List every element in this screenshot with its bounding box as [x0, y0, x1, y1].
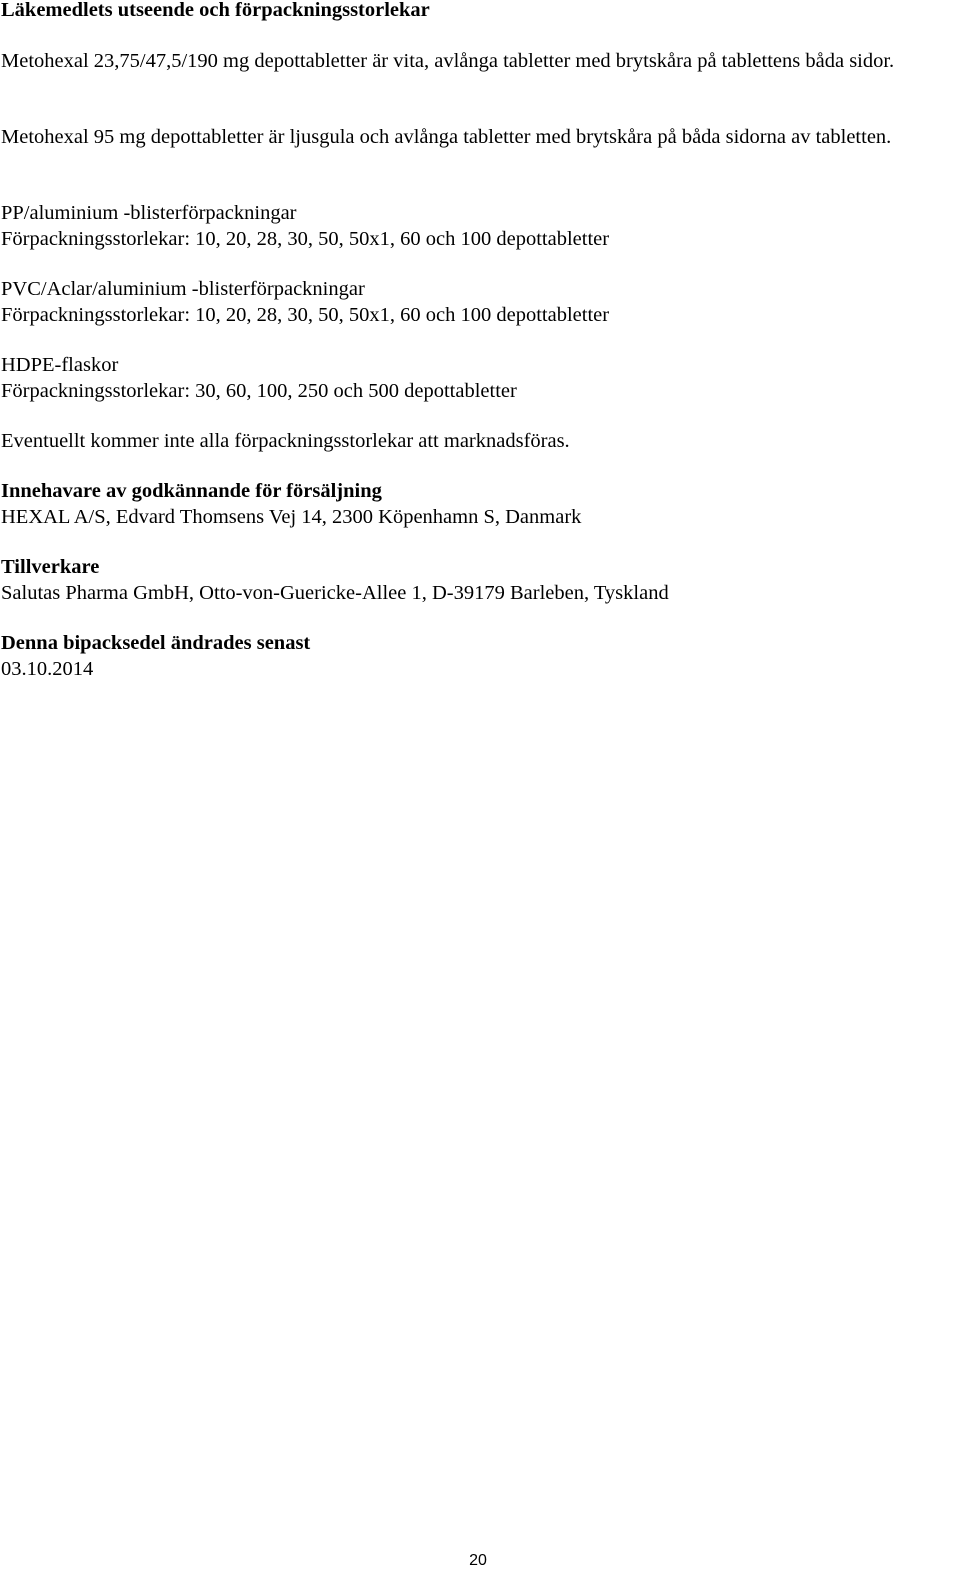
package-type-hdpe: HDPE-flaskor	[1, 354, 119, 376]
description-white-tablets: Metohexal 23,75/47,5/190 mg depottabletter är vita, avlånga tabletter med brytskåra på tablettens båda sidor.	[1, 50, 895, 72]
package-type-pp-aluminium: PP/aluminium -blisterförpackningar	[1, 202, 297, 224]
description-yellow-tablets: Metohexal 95 mg depottabletter är ljusgula och avlånga tabletter med brytskåra på båda sidorna av tabletten.	[1, 126, 892, 148]
package-sizes-hdpe: Förpackningsstorlekar: 30, 60, 100, 250 och 500 depottabletter	[1, 380, 517, 402]
package-type-pvc-aclar: PVC/Aclar/aluminium -blisterförpackningar	[1, 278, 365, 300]
revision-heading: Denna bipacksedel ändrades senast	[1, 632, 311, 654]
holder-heading: Innehavare av godkännande för försäljning	[1, 480, 382, 502]
package-sizes-pvc-aclar: Förpackningsstorlekar: 10, 20, 28, 30, 50, 50x1, 60 och 100 depottabletter	[1, 304, 610, 326]
page-number: 20	[469, 1552, 487, 1569]
marketing-note: Eventuellt kommer inte alla förpackningsstorlekar att marknadsföras.	[1, 430, 570, 452]
holder-text: HEXAL A/S, Edvard Thomsens Vej 14, 2300 Köpenhamn S, Danmark	[1, 506, 582, 528]
package-sizes-pp-aluminium: Förpackningsstorlekar: 10, 20, 28, 30, 50, 50x1, 60 och 100 depottabletter	[1, 228, 610, 250]
manufacturer-text: Salutas Pharma GmbH, Otto-von-Guericke-Allee 1, D-39179 Barleben, Tyskland	[1, 582, 669, 604]
section-heading: Läkemedlets utseende och förpackningsstorlekar	[1, 0, 430, 21]
manufacturer-heading: Tillverkare	[1, 556, 100, 578]
revision-date: 03.10.2014	[1, 658, 94, 680]
